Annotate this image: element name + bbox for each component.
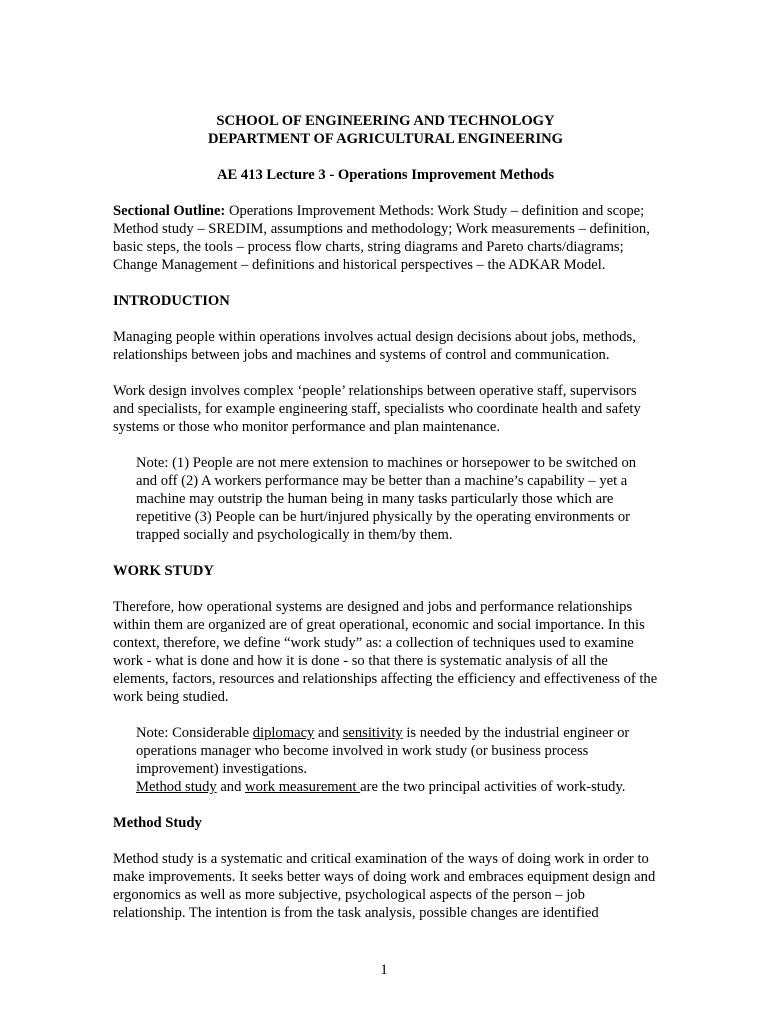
note2-text-b: are the two principal activities of work-study. bbox=[360, 779, 626, 795]
lecture-title: AE 413 Lecture 3 - Operations Improvement Methods bbox=[216, 167, 555, 183]
method-study-heading: Method Study bbox=[113, 815, 202, 831]
work-study-heading: WORK STUDY bbox=[113, 563, 214, 579]
work-study-paragraph: Therefore, how operational systems are designed and jobs and performance relationships within them are organized are of great operational, economic and social importance. In this context, therefore, we define “work study” as: a collection of techniques used to examine work - what is done and how it is done - so that there is systematic analysis of all the elements, factors, resources and relationships affecting the efficiency and effectiveness of the work being studied. bbox=[113, 599, 658, 705]
note-text-c: is needed by the industrial engineer or operations manager who become involved in work study (or business process improvement) investigations. bbox=[136, 725, 630, 777]
note-text-b: and bbox=[314, 725, 343, 741]
work-study-note-line-1 bbox=[136, 724, 658, 778]
introduction-paragraph-2: Work design involves complex ‘people’ relationships between operative staff, supervisors and specialists, for example engineering staff, specialists who coordinate health and safety systems or those who monitor performance and plan maintenance. bbox=[113, 383, 641, 435]
work-study-note bbox=[136, 724, 658, 796]
note-underline-sensitivity: sensitivity bbox=[342, 725, 403, 741]
method-study-paragraph: Method study is a systematic and critical examination of the ways of doing work in order to make improvements. It seeks better ways of doing work and embraces equipment design and ergonomics as well as more subjective, psychological aspects of the person – job relationship. The intention is from the task analysis, possible changes are identified bbox=[113, 851, 656, 921]
school-title: SCHOOL OF ENGINEERING AND TECHNOLOGY bbox=[216, 113, 555, 129]
note2-text-a: and bbox=[216, 779, 246, 795]
work-study-note-line-2 bbox=[136, 778, 658, 796]
sectional-outline bbox=[113, 202, 658, 274]
introduction-heading: INTRODUCTION bbox=[113, 293, 230, 309]
introduction-note: Note: (1) People are not mere extension to machines or horsepower to be switched on and off (2) A workers performance may be better than a machine’s capability – yet a machine may outstrip the human being in many tasks particularly those which are repetitive (3) People can be hurt/injured physically by the operating environments or trapped socially and psychologically in them/by them. bbox=[136, 455, 637, 543]
introduction-paragraph-1: Managing people within operations involves actual design decisions about jobs, methods, relationships between jobs and machines and systems of control and communication. bbox=[113, 329, 636, 363]
note-underline-work-measurement: work measurement bbox=[245, 779, 361, 795]
outline-text: Operations Improvement Methods: Work Study – definition and scope; Method study – SREDIM, assumptions and methodology; Work measurements – definition, basic steps, the tools – process flow charts, string diagrams and Pareto charts/diagrams; Change Management – definitions and historical perspectives – the ADKAR Model. bbox=[113, 203, 650, 273]
outline-label: Sectional Outline: bbox=[113, 203, 226, 219]
department-title: DEPARTMENT OF AGRICULTURAL ENGINEERING bbox=[207, 131, 564, 147]
note-underline-diplomacy: diplomacy bbox=[252, 725, 315, 741]
page-number: 1 bbox=[380, 962, 388, 978]
note-text-a: Note: Considerable bbox=[136, 725, 253, 741]
note-underline-method-study: Method study bbox=[136, 779, 217, 795]
document-page bbox=[113, 112, 658, 940]
